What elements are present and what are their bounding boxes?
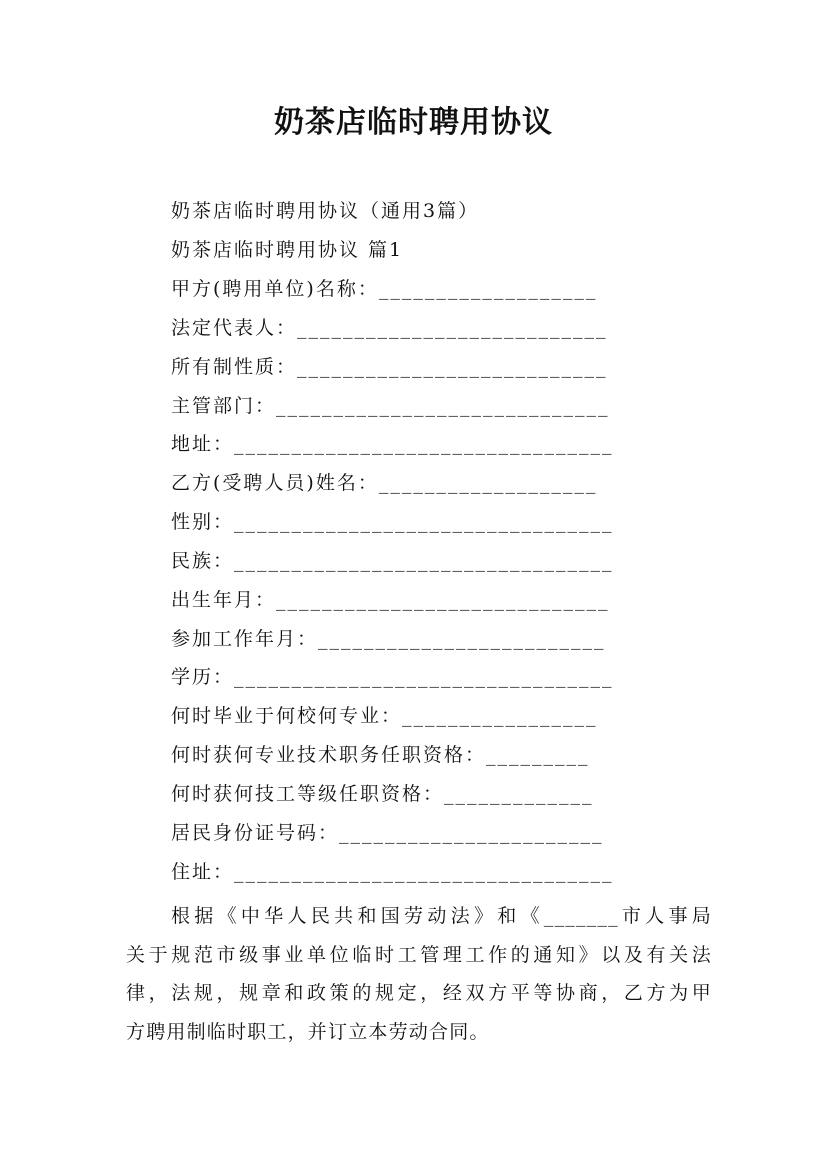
field-ownership-type: 所有制性质：___________________________ — [171, 356, 608, 378]
field-employee-name: 乙方(受聘人员)姓名：___________________ — [171, 472, 598, 494]
field-residence-address: 住址：_________________________________ — [171, 861, 614, 883]
field-employer-name: 甲方(聘用单位)名称：___________________ — [171, 278, 598, 300]
subtitle-line: 奶茶店临时聘用协议（通用3篇） — [171, 200, 480, 222]
field-ethnicity: 民族：_________________________________ — [171, 550, 614, 572]
field-birth-date: 出生年月：_____________________________ — [171, 589, 610, 611]
field-education: 学历：_________________________________ — [171, 666, 614, 688]
agreement-paragraph — [126, 897, 712, 1051]
document-title: 奶茶店临时聘用协议 — [274, 105, 553, 140]
field-employer-address: 地址：_________________________________ — [171, 433, 614, 455]
field-legal-representative: 法定代表人：___________________________ — [171, 317, 608, 339]
field-gender: 性别：_________________________________ — [171, 511, 614, 533]
field-supervising-department: 主管部门：_____________________________ — [171, 395, 610, 417]
paragraph-line: 律，法规，规章和政策的规定，经双方平等协商，乙方为甲 — [126, 982, 712, 1004]
field-professional-title: 何时获何专业技术职务任职资格：_________ — [171, 744, 590, 766]
paragraph-line: 方聘用制临时职工，并订立本劳动合同。 — [126, 1020, 490, 1043]
paragraph-line: 根据《中华人民共和国劳动法》和《_______市人事局 — [171, 905, 712, 927]
section-heading: 奶茶店临时聘用协议 篇1 — [171, 239, 404, 261]
field-id-number: 居民身份证号码：_______________________ — [171, 822, 604, 844]
field-work-start-date: 参加工作年月：_________________________ — [171, 628, 606, 650]
field-graduation: 何时毕业于何校何专业：_________________ — [171, 705, 598, 727]
field-skill-grade: 何时获何技工等级任职资格：_____________ — [171, 783, 594, 805]
paragraph-line: 关于规范市级事业单位临时工管理工作的通知》以及有关法 — [126, 943, 712, 966]
